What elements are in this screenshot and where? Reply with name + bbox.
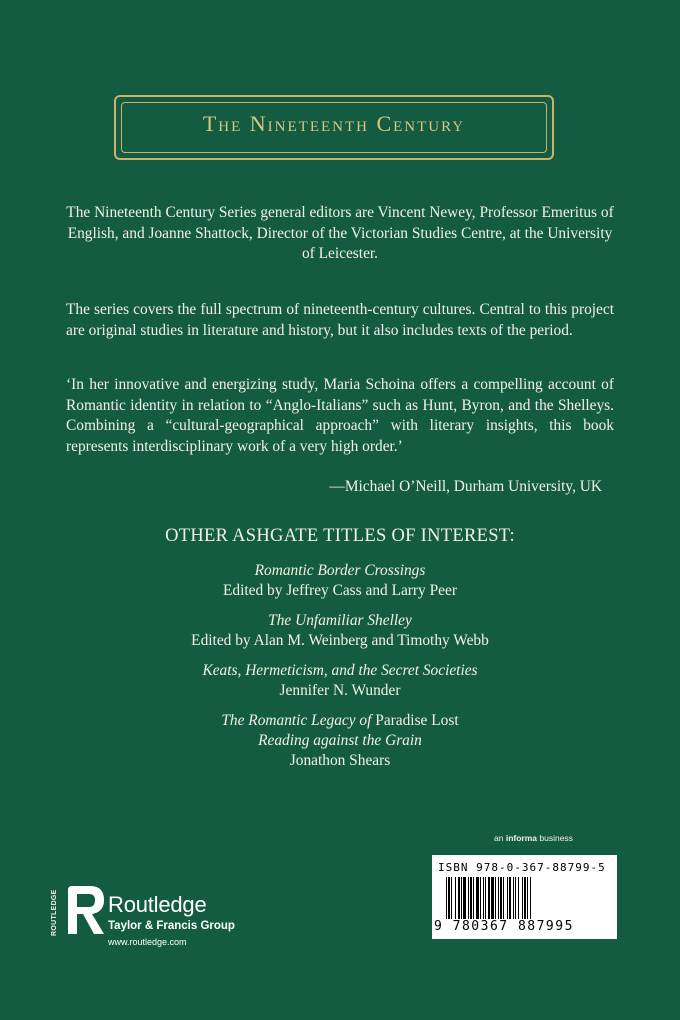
barcode-bar <box>476 877 479 919</box>
barcode-bar <box>503 877 504 919</box>
barcode-bar <box>463 877 466 919</box>
barcode-bar <box>461 877 462 919</box>
book-subtitle: Reading against the Grain <box>258 732 422 749</box>
barcode-bar <box>513 877 514 919</box>
barcode-bar <box>495 877 496 919</box>
barcode-bar <box>485 877 486 919</box>
barcode-bar <box>446 877 447 919</box>
barcode-bar <box>458 877 460 919</box>
other-titles-heading: OTHER ASHGATE TITLES OF INTEREST: <box>165 526 515 546</box>
publisher-group: Taylor & Francis Group <box>108 920 235 932</box>
book-byline: Edited by Alan M. Weinberg and Timothy Webb <box>191 632 489 649</box>
tagline-brand: informa <box>505 833 538 843</box>
barcode-bar <box>507 877 508 919</box>
barcode-bar <box>530 877 531 919</box>
book-title-roman: Paradise Lost <box>371 712 459 729</box>
barcode-bar <box>483 877 484 919</box>
barcode-bar <box>473 877 474 919</box>
review-quote: ‘In her innovative and energizing study, Maria Schoina offers a compelling account of Romantic identity in relation to “Anglo-Italians” such as Hunt, Byron, and the Shelleys. Combining a “cultural-geographical approach” with literary insights, this book represents interdisciplinary work of a very high order.’ <box>66 376 614 455</box>
publisher-url: www.routledge.com <box>108 937 187 947</box>
title-entry <box>0 661 680 701</box>
book-byline: Jonathon Shears <box>289 752 391 769</box>
barcode-bars <box>446 877 610 919</box>
routledge-logo-icon <box>64 884 108 936</box>
book-title: Keats, Hermeticism, and the Secret Societies <box>202 662 478 679</box>
review-attribution: —Michael O’Neill, Durham University, UK <box>329 478 602 495</box>
series-frame <box>114 95 554 160</box>
book-title <box>0 711 680 731</box>
isbn-label: ISBN 978-0-367-88799-5 <box>438 861 606 874</box>
informa-tagline <box>494 833 573 843</box>
barcode-bar <box>470 877 472 919</box>
barcode-bar <box>527 877 528 919</box>
barcode-bar <box>455 877 456 919</box>
title-entry <box>0 561 680 601</box>
barcode-bar <box>451 877 452 919</box>
title-entry <box>0 611 680 651</box>
publisher-name: Routledge <box>108 892 207 917</box>
book-byline: Jennifer N. Wunder <box>279 682 401 699</box>
barcode-bar <box>468 877 469 919</box>
tagline-suffix: business <box>537 833 573 843</box>
barcode-bar <box>509 877 511 919</box>
book-byline: Edited by Jeffrey Cass and Larry Peer <box>223 582 457 599</box>
barcode-bar <box>488 877 490 919</box>
editors-paragraph: The Nineteenth Century Series general editors are Vincent Newey, Professor Emeritus of English, and Joanne Shattock, Director of the Victorian Studies Centre, at the University of Leicester. <box>66 204 614 262</box>
book-title: The Unfamiliar Shelley <box>268 612 412 629</box>
scope-paragraph: The series covers the full spectrum of nineteenth-century cultures. Central to this project are original studies in literature and history, but it also includes texts of the period. <box>66 301 614 339</box>
book-title-italic: The Romantic Legacy of <box>221 712 372 729</box>
tagline-prefix: an <box>494 833 504 843</box>
isbn-barcode <box>432 855 617 939</box>
book-title: Romantic Border Crossings <box>254 562 426 579</box>
barcode-bar <box>500 877 502 919</box>
barcode-bar <box>518 877 519 919</box>
barcode-bar <box>448 877 450 919</box>
barcode-bar <box>522 877 523 919</box>
barcode-bar <box>491 877 494 919</box>
barcode-bar <box>498 877 499 919</box>
barcode-bar <box>480 877 481 919</box>
barcode-bar <box>524 877 526 919</box>
series-title: The Nineteenth Century <box>202 111 466 136</box>
routledge-vertical-wordmark: ROUTLEDGE <box>51 889 58 936</box>
barcode-bar <box>515 877 516 919</box>
barcode-number: 9 780367 887995 <box>434 919 574 934</box>
title-entry <box>0 711 680 771</box>
